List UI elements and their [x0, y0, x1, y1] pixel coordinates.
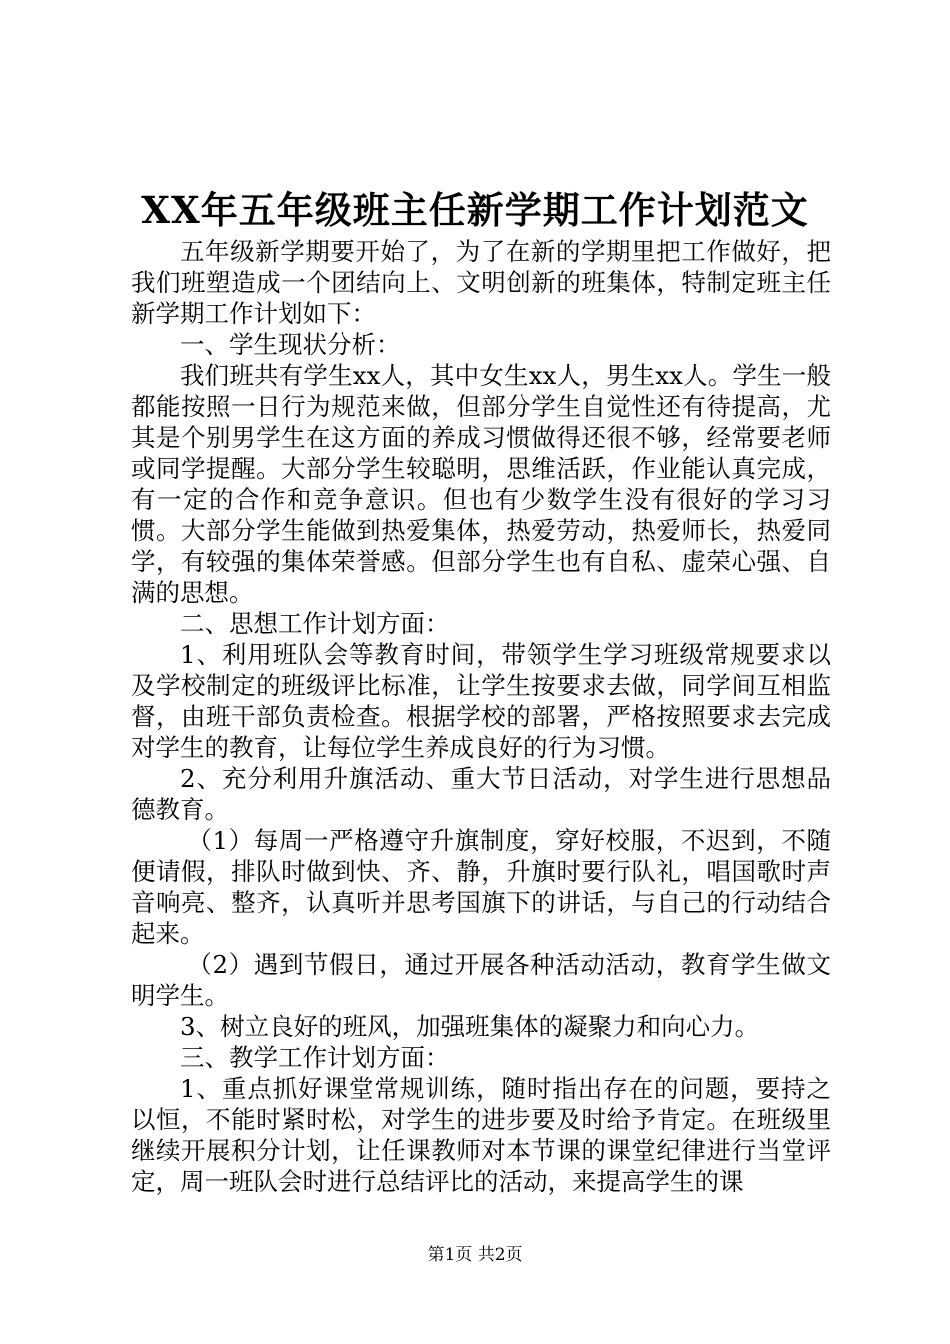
ideology-subitem-2: （2）遇到节假日，通过开展各种活动活动，教育学生做文明学生。: [131, 950, 831, 1010]
document-body: [131, 236, 831, 1197]
page-footer: 第1页 共2页: [427, 1245, 523, 1265]
intro-paragraph: 五年级新学期要开始了，为了在新的学期里把工作做好，把我们班塑造成一个团结向上、文明创新的班集体，特制定班主任新学期工作计划如下：: [131, 237, 831, 328]
section-heading-ideology-plan: 二、思想工作计划方面：: [180, 609, 450, 638]
ideology-item-1: 1、利用班队会等教育时间，带领学生学习班级常规要求以及学校制定的班级评比标准，让学生按要求去做，同学间互相监督，由班干部负责检查。根据学校的部署，严格按照要求去完成对学生的教育，让每位学生养成良好的行为习惯。: [131, 640, 831, 762]
teaching-item-1: 1、重点抓好课堂常规训练，随时指出存在的问题，要持之以恒，不能时紧时松，对学生的进步要及时给予肯定。在班级里继续开展积分计划，让任课教师对本节课的课堂纪律进行当堂评定，周一班队会时进行总结评比的活动，来提高学生的课: [131, 1074, 831, 1196]
ideology-item-2: 2、充分利用升旗活动、重大节日活动，对学生进行思想品德教育。: [131, 764, 831, 824]
student-analysis-paragraph: 我们班共有学生xx人，其中女生xx人，男生xx人。学生一般都能按照一日行为规范来做，但部分学生自觉性还有待提高，尤其是个别男学生在这方面的养成习惯做得还很不够，经常要老师或同学提醒。大部分学生较聪明，思维活跃，作业能认真完成，有一定的合作和竞争意识。但也有少数学生没有很好的学习习惯。大部分学生能做到热爱集体，热爱劳动，热爱师长，热爱同学，有较强的集体荣誉感。但部分学生也有自私、虚荣心强、自满的思想。: [131, 361, 831, 607]
document-title: XX年五年级班主任新学期工作计划范文: [141, 188, 809, 232]
section-heading-teaching-plan: 三、教学工作计划方面：: [180, 1043, 450, 1072]
ideology-subitem-1: （1）每周一严格遵守升旗制度，穿好校服，不迟到，不随便请假，排队时做到快、齐、静，升旗时要行队礼，唱国歌时声音响亮、整齐，认真听并思考国旗下的讲话，与自己的行动结合起来。: [131, 826, 831, 948]
ideology-item-3: 3、树立良好的班风，加强班集体的凝聚力和向心力。: [180, 1012, 760, 1041]
section-heading-student-analysis: 一、学生现状分析：: [180, 330, 401, 359]
